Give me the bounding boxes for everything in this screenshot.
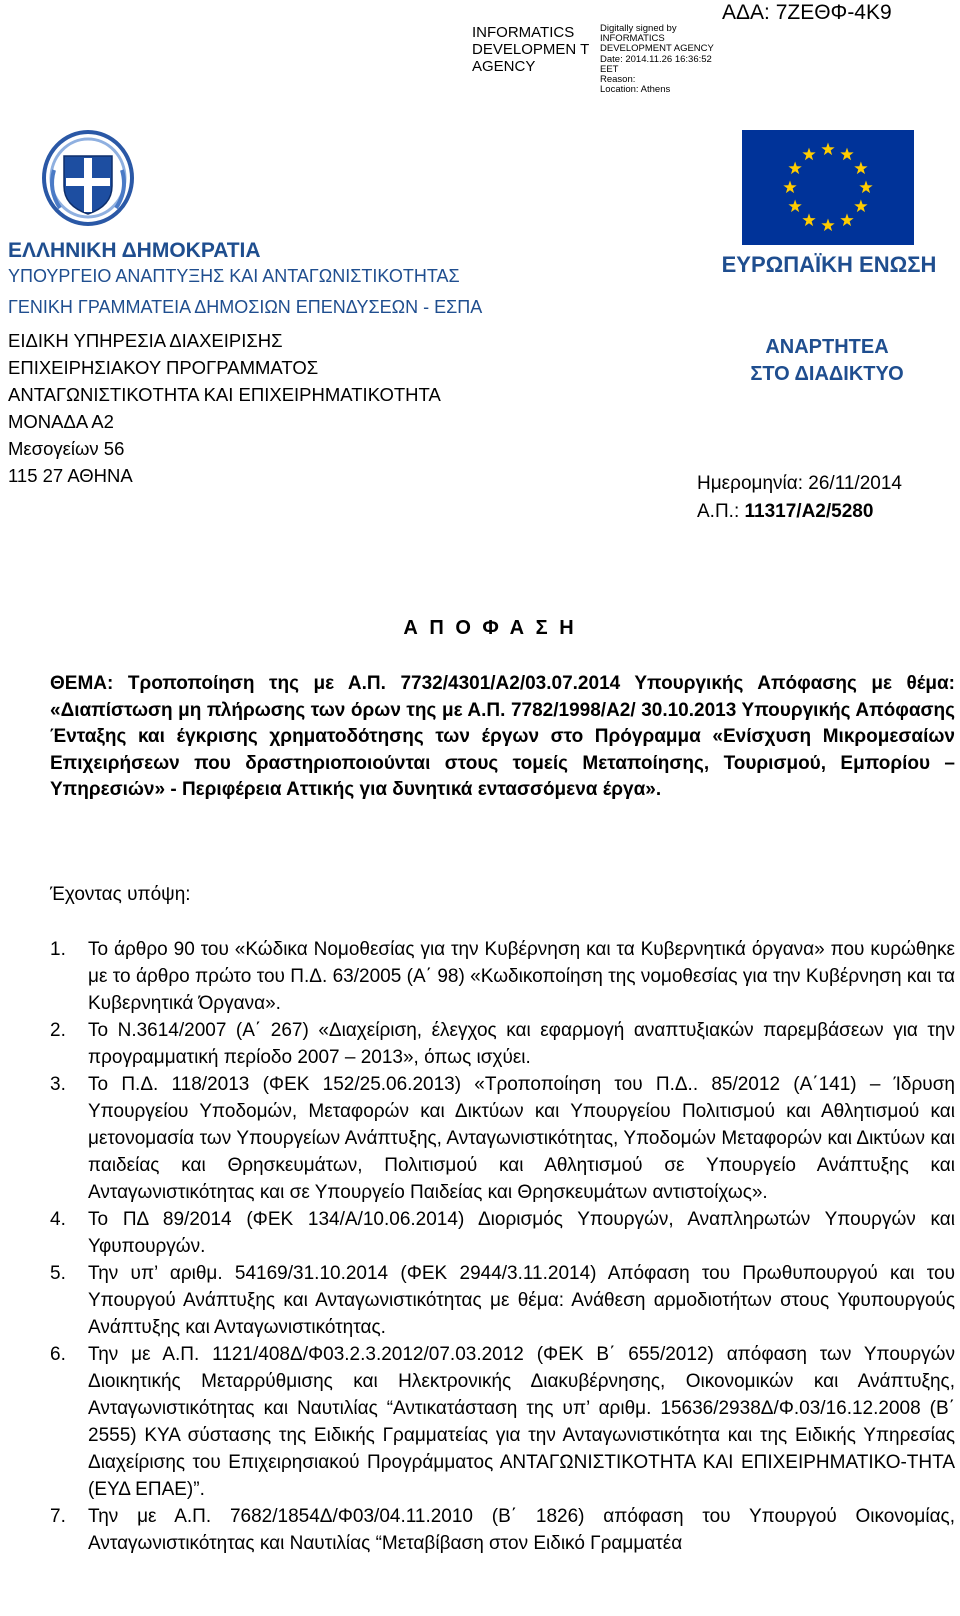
list-item-number: 5. [50, 1263, 66, 1284]
protocol-number [697, 498, 873, 526]
signature-details [600, 24, 730, 95]
greek-coat-of-arms-icon [42, 130, 134, 226]
state-name: ΕΛΛΗΝΙΚΗ ΔΗΜΟΚΡΑΤΙΑ [8, 239, 261, 262]
signature-signer-name: INFORMATICS DEVELOPMEN T AGENCY [472, 24, 589, 75]
ada-code: ΑΔΑ: 7ΖΕΘΦ-4Κ9 [722, 1, 892, 24]
list-item-text: Την με Α.Π. 7682/1854Δ/Φ03/04.11.2010 (Β΄ 1826) απόφαση του Υπουργού Οικονομίας, Ανταγωνιστικότητας και Ναυτιλίας “Μεταβίβαση στον Ειδικό Γραμματέα [88, 1506, 955, 1554]
date-value: 26/11/2014 [808, 473, 902, 494]
signature-line: Digitally signed by [600, 23, 677, 34]
list-item [50, 1503, 955, 1557]
list-item-number: 4. [50, 1209, 66, 1230]
list-item-number: 2. [50, 1020, 66, 1041]
decision-title: Α Π Ο Φ Α Σ Η [403, 617, 577, 639]
signature-reason: Reason: [600, 74, 636, 86]
service-line: ΕΙΔΙΚΗ ΥΠΗΡΕΣΙΑ ΔΙΑΧΕΙΡΙΣΗΣ [8, 330, 283, 351]
list-item [50, 1017, 955, 1071]
legal-basis-list [50, 936, 955, 1557]
date-label: Ημερομηνία: [697, 473, 809, 494]
list-item-text: Το Ν.3614/2007 (Α΄ 267) «Διαχείριση, έλεγχος και εφαρμογή αναπτυξιακών παρεμβάσεων για την προγραμματική περίοδο 2007 – 2013», όπως ισχύει. [88, 1020, 955, 1068]
post-online-line: ΑΝΑΡΤΗΤΕΑ [765, 336, 889, 358]
having-regard-heading: Έχοντας υπόψη: [50, 884, 191, 905]
unit-name: ΜΟΝΑΔΑ Α2 [8, 411, 114, 432]
list-item-text: Το ΠΔ 89/2014 (ΦΕΚ 134/Α/10.06.2014) Διορισμός Υπουργών, Αναπληρωτών Υπουργών και Υφυπουργών. [88, 1209, 955, 1257]
decision-subject: ΘΕΜΑ: Τροποποίηση της με Α.Π. 7732/4301/Α2/03.07.2014 Υπουργικής Απόφασης με θέμα: «Διαπίστωση μη πλήρωσης των όρων της με Α.Π. 7782/1998/Α2/ 30.10.2013 Υπουργικής Απόφασης Ένταξης και έγκρισης χρηματοδότησης των έργων στο Πρόγραμμα «Ενίσχυση Μικρομεσαίων Επιχειρήσεων που δραστηριοποιούνται στους τομείς Μεταποίησης, Τουρισμού, Εμπορίου – Υπηρεσιών» - Περιφέρεια Αττικής για δυνητικά εντασσόμενα έργα». [50, 673, 955, 800]
post-online-notice [712, 334, 942, 388]
list-item-text: Το Π.Δ. 118/2013 (ΦΕΚ 152/25.06.2013) «Τροποποίηση του Π.Δ.. 85/2012 (Α΄141) – Ίδρυση Υπουργείου Υποδομών, Μεταφορών και Δικτύων και Υπουργείου Πολιτισμού και Αθλητισμού και μετονομασία των Υπουργείων Ανάπτυξης, Ανταγωνιστικότητας, Υποδομών Μεταφορών και Δικτύων και παιδείας και Θρησκευμάτων, Πολιτισμού και Αθλητισμού σε Υπουργείο Ανάπτυξης και Ανταγωνιστικότητας και σε Υπουργείο Παιδείας και Θρησκευμάτων αντιστοίχως». [88, 1074, 955, 1203]
signature-date: Date: 2014.11.26 16:36:52 [600, 53, 712, 65]
list-item-number: 3. [50, 1074, 66, 1095]
protocol-label: Α.Π.: [697, 501, 745, 522]
document-date [697, 470, 902, 498]
list-item-text: Την με Α.Π. 1121/408Δ/Φ03.2.3.2012/07.03.2012 (ΦΕΚ Β΄ 655/2012) απόφαση των Υπουργών Διοικητικής Μεταρρύθμισης και Ηλεκτρονικής Διακυβέρνησης, Οικονομικών και Ανάπτυξης, Ανταγωνιστικότητας και Ναυτιλίας “Αντικατάσταση της υπ’ αριθμ. 15636/2938Δ/Φ.03/16.12.2008 (Β΄ 2555) ΚΥΑ σύστασης της Ειδικής Γραμματείας για την Ανταγωνιστικότητα και της Ειδικής Υπηρεσίας Διαχείρισης του Επιχειρησιακού Προγράμματος ΑΝΤΑΓΩΝΙΣΤΙΚΟΤΗΤΑ ΚΑΙ ΕΠΙΧΕΙΡΗΜΑΤΙΚΟ-ΤΗΤΑ (ΕΥΔ ΕΠΑΕ)”. [88, 1344, 955, 1500]
service-line: ΕΠΙΧΕΙΡΗΣΙΑΚΟΥ ΠΡΟΓΡΑΜΜΑΤΟΣ [8, 357, 319, 378]
list-item-number: 7. [50, 1506, 66, 1527]
service-line: ΑΝΤΑΓΩΝΙΣΤΙΚΟΤΗΤΑ ΚΑΙ ΕΠΙΧΕΙΡΗΜΑΤΙΚΟΤΗΤΑ [8, 384, 441, 405]
eu-flag-icon [742, 130, 914, 245]
list-item [50, 936, 955, 1017]
signature-line: DEVELOPMENT AGENCY [600, 43, 714, 55]
signature-line: INFORMATICS [600, 33, 665, 45]
address-street: Μεσογείων 56 [8, 438, 125, 459]
list-item [50, 1206, 955, 1260]
ministry-name: ΥΠΟΥΡΓΕΙΟ ΑΝΑΠΤΥΞΗΣ ΚΑΙ ΑΝΤΑΓΩΝΙΣΤΙΚΟΤΗΤΑΣ [8, 266, 460, 286]
list-item-number: 1. [50, 939, 66, 960]
list-item-text: Την υπ’ αριθμ. 54169/31.10.2014 (ΦΕΚ 2944/3.11.2014) Απόφαση του Πρωθυπουργού και του Υπουργού Ανάπτυξης και Ανταγωνιστικότητας με θέμα: Ανάθεση αρμοδιοτήτων στους Υφυπουργούς Ανάπτυξης και Ανταγωνιστικότητας. [88, 1263, 955, 1338]
list-item [50, 1260, 955, 1341]
list-item [50, 1071, 955, 1206]
issuer-header [8, 238, 608, 489]
signature-line: EET [600, 63, 619, 75]
secretariat-name: ΓΕΝΙΚΗ ΓΡΑΜΜΑΤΕΙΑ ΔΗΜΟΣΙΩΝ ΕΠΕΝΔΥΣΕΩΝ - ΕΣΠΑ [8, 297, 483, 317]
signature-location: Location: Athens [600, 84, 671, 96]
address-city: 115 27 ΑΘΗΝΑ [8, 465, 133, 486]
post-online-line: ΣΤΟ ΔΙΑΔΙΚΤΥΟ [750, 363, 904, 385]
list-item-number: 6. [50, 1344, 66, 1365]
european-union-label: ΕΥΡΩΠΑΪΚΗ ΕΝΩΣΗ [721, 252, 937, 277]
list-item [50, 1341, 955, 1503]
protocol-value: 11317/Α2/5280 [744, 501, 874, 522]
list-item-text: Το άρθρο 90 του «Κώδικα Νομοθεσίας για την Κυβέρνηση και τα Κυβερνητικά όργανα» που κυρώθηκε με το άρθρο πρώτο του Π.Δ. 63/2005 (Α΄ 98) «Κωδικοποίηση της νομοθεσίας για την Κυβέρνηση και τα Κυβερνητικά Όργανα». [88, 939, 955, 1014]
